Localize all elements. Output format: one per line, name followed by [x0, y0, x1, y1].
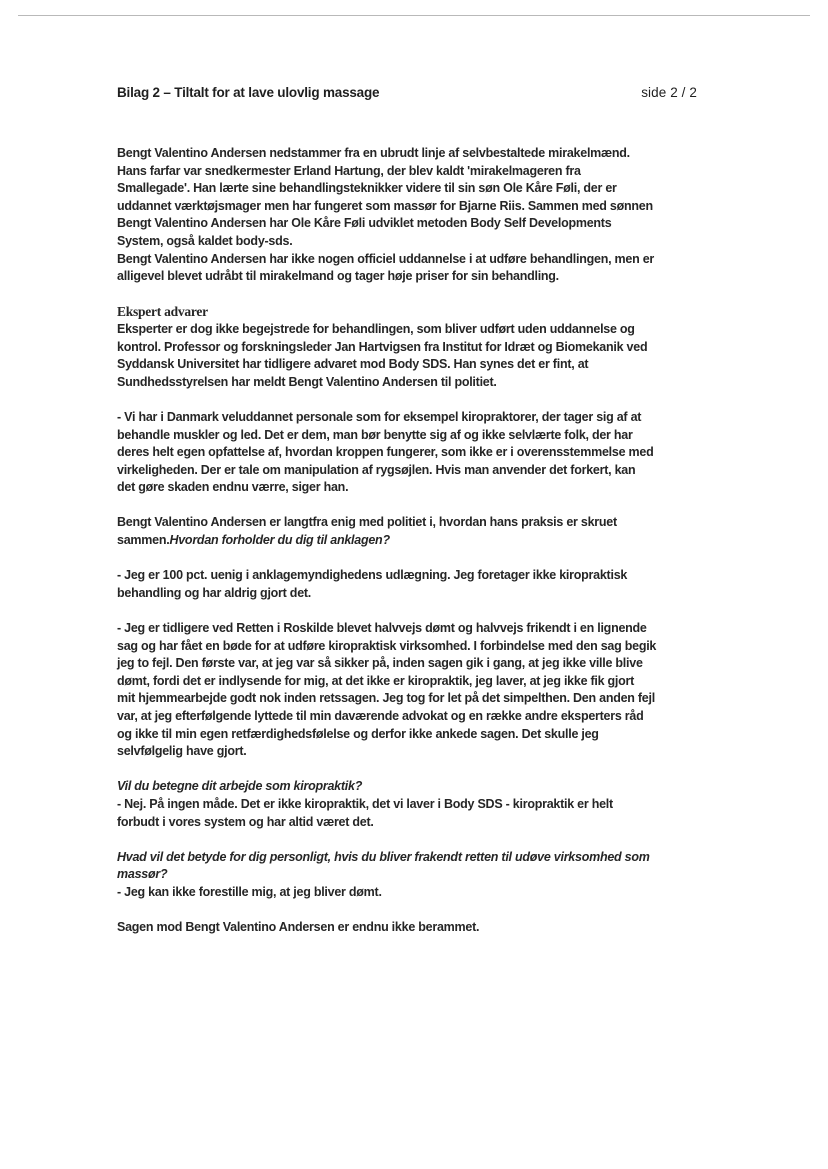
text-line: - Jeg er tidligere ved Retten i Roskilde blevet halvvejs dømt og halvvejs frikendt i en lignende — [117, 621, 647, 636]
text-line: kontrol. Professor og forskningsleder Jan Hartvigsen fra Institut for Idræt og Biomekanik ved — [117, 339, 648, 354]
text-line: virkeligheden. Der er tale om manipulation af rygsøjlen. Hvis man anvender det forkert, kan — [117, 462, 636, 477]
document-title: Bilag 2 – Tiltalt for at lave ulovlig massage — [117, 85, 380, 100]
text-line: - Nej. På ingen måde. Det er ikke kiropraktik, det vi laver i Body SDS - kiropraktik er helt — [117, 796, 613, 811]
paragraph-answer-1 — [117, 567, 699, 602]
text-line: Syddansk Universitet har tidligere advaret mod Body SDS. Han synes det er fint, at — [117, 357, 589, 372]
text-line: behandle muskler og led. Det er dem, man bør benytte sig af og ikke selvlærte folk, der har — [117, 427, 633, 442]
text-line: Bengt Valentino Andersen har Ole Kåre Føli udviklet metoden Body Self Developments — [117, 216, 612, 231]
text-line: Bengt Valentino Andersen nedstammer fra en ubrudt linje af selvbestaltede mirakelmænd. — [117, 146, 630, 160]
text-fragment: sammen. — [117, 533, 170, 548]
text-line — [117, 532, 699, 550]
text-line: behandling og har aldrig gjort det. — [117, 585, 312, 600]
paragraph-intro — [117, 145, 699, 286]
text-line: Eksperter er dog ikke begejstrede for behandlingen, som bliver udført uden uddannelse og — [117, 321, 635, 336]
paragraph-expert — [117, 303, 699, 391]
text-line: mit hjemmearbejde godt nok inden retssagen. Jeg tog for let på det simpelthen. Den anden fejl — [117, 691, 655, 706]
paragraph-qa-1 — [117, 778, 699, 831]
text-line: og ikke til min egen retfærdighedsfølelse og derfor ikke ankede sagen. Det skulle jeg — [117, 726, 599, 741]
paragraph-disagreement — [117, 514, 699, 549]
interview-question: Hvordan forholder du dig til anklagen? — [169, 533, 390, 548]
text-line: Bengt Valentino Andersen har ikke nogen officiel uddannelse i at udføre behandlingen, men er — [117, 251, 655, 266]
text-line: selvfølgelig have gjort. — [117, 744, 247, 759]
text-line: forbudt i vores system og har altid været det. — [117, 814, 374, 829]
interview-question: Vil du betegne dit arbejde som kiropraktik? — [117, 779, 363, 794]
text-line: Sagen mod Bengt Valentino Andersen er endnu ikke berammet. — [117, 920, 480, 935]
page-number: side 2 / 2 — [641, 85, 697, 100]
interview-question: massør? — [117, 867, 168, 882]
page-header — [117, 84, 697, 102]
paragraph-answer-2 — [117, 620, 699, 761]
text-line: det gøre skaden endnu værre, siger han. — [117, 480, 349, 495]
text-line: Smallegade'. Han lærte sine behandlingsteknikker videre til sin søn Ole Kåre Føli, der er — [117, 181, 617, 196]
text-line: sag og har fået en bøde for at udføre kiropraktisk virksomhed. I forbindelse med den sag begik — [117, 638, 657, 653]
text-line: - Vi har i Danmark veluddannet personale som for eksempel kiropraktorer, der tager sig af at — [117, 409, 642, 424]
text-line: Sundhedsstyrelsen har meldt Bengt Valentino Andersen til politiet. — [117, 374, 497, 389]
text-line: alligevel blevet udråbt til mirakelmand og tager høje priser for sin behandling. — [117, 269, 559, 284]
text-line: - Jeg er 100 pct. uenig i anklagemyndighedens udlægning. Jeg foretager ikke kiropraktisk — [117, 568, 628, 583]
paragraph-qa-2 — [117, 849, 699, 902]
interview-question: Hvad vil det betyde for dig personligt, hvis du bliver frakendt retten til udøve virksomhed som — [117, 849, 650, 864]
text-line: - Jeg kan ikke forestille mig, at jeg bliver dømt. — [117, 884, 382, 899]
section-heading: Ekspert advarer — [117, 304, 208, 320]
paragraph-closing — [117, 919, 699, 937]
text-line: Hans farfar var snedkermester Erland Hartung, der blev kaldt 'mirakelmageren fra — [117, 163, 581, 178]
text-line: uddannet værktøjsmager men har fungeret som massør for Bjarne Riis. Sammen med sønnen — [117, 198, 653, 213]
document-body — [117, 145, 699, 937]
text-line: deres helt egen opfattelse af, hvordan kroppen fungerer, som ikke er i overensstemmelse med — [117, 445, 654, 460]
paragraph-quote-expert — [117, 409, 699, 497]
text-line: System, også kaldet body-sds. — [117, 233, 293, 248]
text-line: Bengt Valentino Andersen er langtfra enig med politiet i, hvordan hans praksis er skruet — [117, 515, 617, 530]
text-line: jeg to fejl. Den første var, at jeg var så sikker på, inden sagen gik i gang, at jeg ikke ville blive — [117, 656, 643, 671]
top-divider — [18, 15, 810, 16]
text-line: var, at jeg efterfølgende lyttede til min daværende advokat og en række andre eksperters råd — [117, 709, 644, 723]
text-line: dømt, fordi det er indlysende for mig, at det ikke er kiropraktik, jeg laver, at jeg ikke fik gjort — [117, 673, 635, 688]
